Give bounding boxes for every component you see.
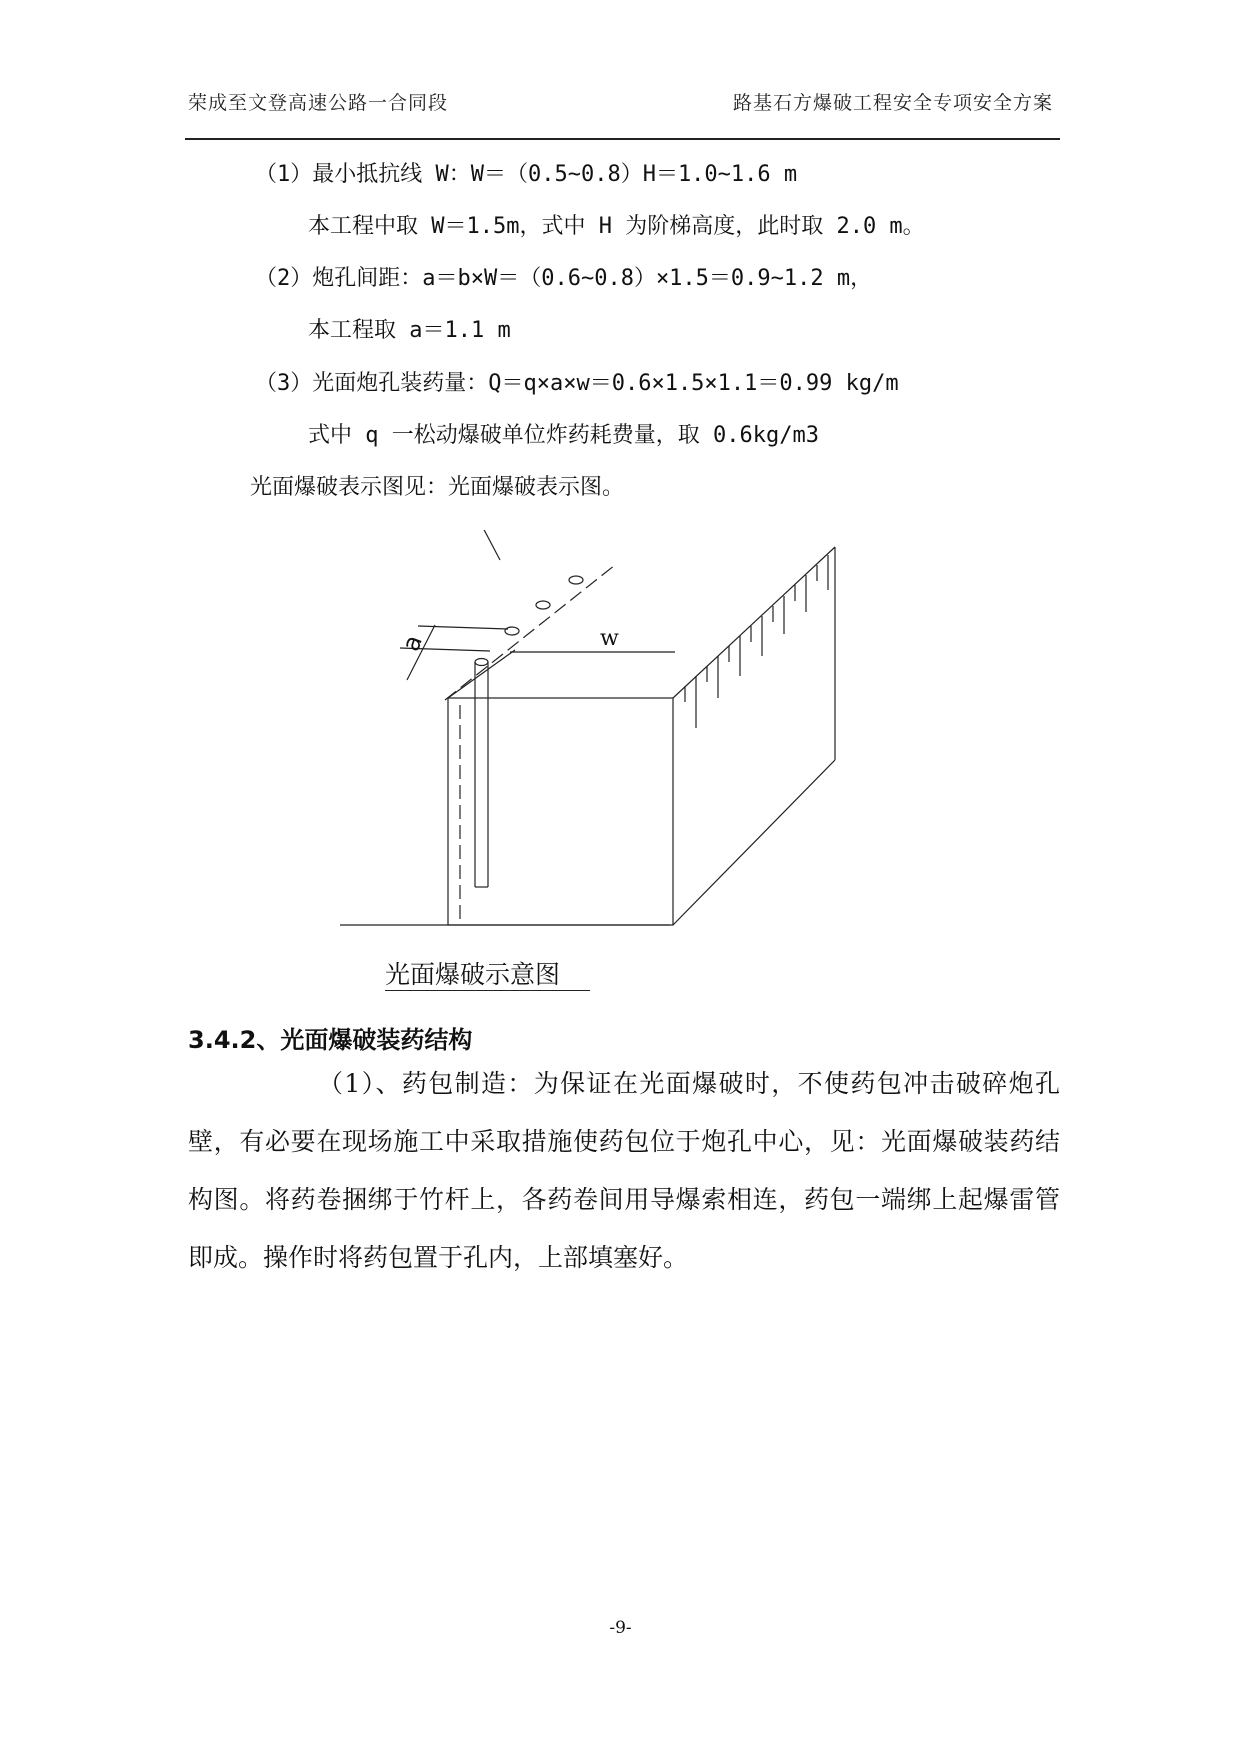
blast-hole-2 bbox=[536, 601, 550, 609]
hole-top-ellipse bbox=[475, 659, 488, 666]
header-left-title: 荣成至文登高速公路一合同段 bbox=[188, 92, 449, 114]
section-heading: 3.4.2、光面爆破装药结构 bbox=[188, 1026, 473, 1054]
figure-reference-line: 光面爆破表示图见：光面爆破表示图。 bbox=[250, 475, 625, 500]
contour-label-leader bbox=[480, 530, 500, 560]
page-number: -9- bbox=[609, 1618, 632, 1638]
caption-underline bbox=[385, 990, 590, 991]
top-face-left-edge bbox=[448, 650, 515, 698]
blast-hole-1 bbox=[505, 627, 519, 635]
block-front-face bbox=[448, 698, 673, 925]
formula-line-4: 本工程取 a＝1.1 m bbox=[308, 318, 511, 343]
formula-line-2: 本工程中取 W＝1.5m，式中 H 为阶梯高度，此时取 2.0 m。 bbox=[308, 214, 925, 239]
header-right-title: 路基石方爆破工程安全专项安全方案 bbox=[732, 92, 1053, 114]
a-dimension-top bbox=[418, 626, 508, 629]
blast-hole-3 bbox=[569, 576, 583, 584]
formula-line-1: （1）最小抵抗线 W：W＝（0.5~0.8）H＝1.0~1.6 m bbox=[255, 162, 798, 187]
right-face-bottom-edge bbox=[673, 760, 835, 925]
section-paragraph: （1）、药包制造：为保证在光面爆破时，不使药包冲击破碎炮孔壁，有必要在现场施工中采取措施使药包位于炮孔中心，见：光面爆破装药结构图。将药卷捆绑于竹杆上，各药卷间用导爆索相连，药包一端绑上起爆雷管即成。操作时将药包置于孔内，上部填塞好。 bbox=[188, 1069, 1060, 1272]
label-w: w bbox=[600, 626, 619, 651]
formula-line-6: 式中 q 一松动爆破单位炸药耗费量，取 0.6kg/m3 bbox=[308, 423, 819, 448]
header-divider bbox=[185, 138, 1060, 140]
contour-dashed-line bbox=[445, 565, 615, 700]
label-a: a bbox=[396, 631, 428, 655]
formula-line-5: （3）光面炮孔装药量：Q＝q×a×w＝0.6×1.5×1.1＝0.99 kg/m bbox=[255, 371, 899, 396]
smooth-blasting-diagram bbox=[340, 530, 860, 950]
figure-caption: 光面爆破示意图 bbox=[385, 960, 561, 989]
top-face-right-edge bbox=[673, 547, 835, 698]
formula-line-3: （2）炮孔间距：a＝b×W＝（0.6~0.8）×1.5＝0.9~1.2 m， bbox=[255, 266, 873, 291]
